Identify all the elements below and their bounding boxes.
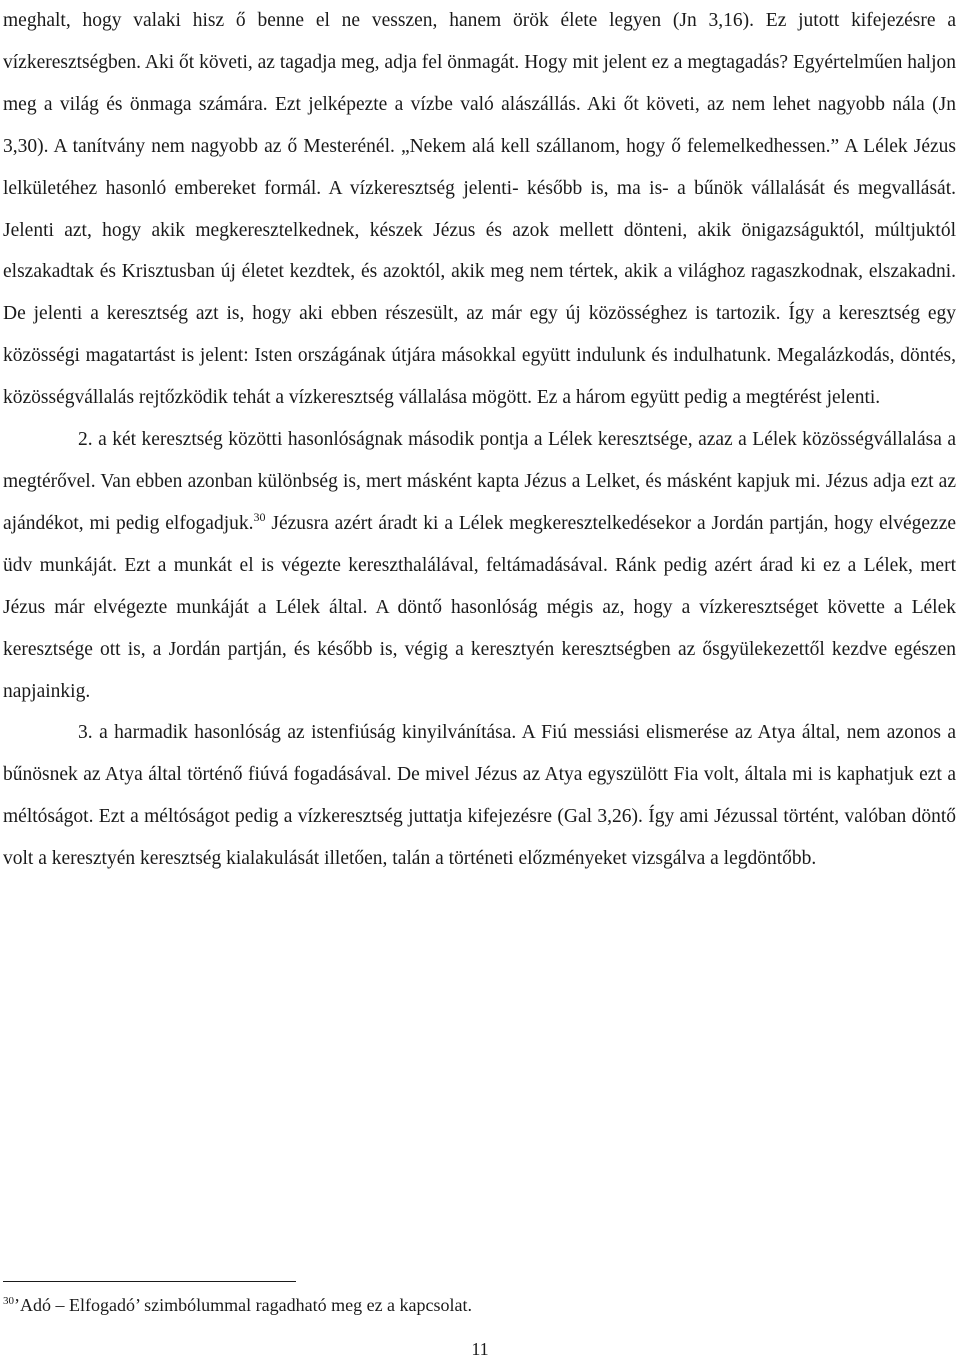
paragraph-3: 3. a harmadik hasonlóság az istenfiúság kinyilvánítása. A Fiú messiási elismerése az Atya által, nem azonos a bűnösnek az Atya által történő fiúvá fogadásával. De mivel Jézus az Atya egyszülött Fia volt, általa mi is kaphatjuk ezt a méltóságot. Ezt a méltóságot pedig a vízkeresztség juttatja kifejezésre (Gal 3,26). Így ami Jézussal történt, valóban döntő volt a keresztyén keresztség kialakulását illetően, talán a történeti előzményeket vizsgálva a legdöntőbb. xyxy=(3,722,956,870)
paragraph-2 xyxy=(3,419,956,712)
paragraph-2-text-b: Jézusra azért áradt ki a Lélek megkeresztelkedésekor a Jordán partján, hogy elvégezze üdv munkáját. Ezt a munkát el is végezte kereszthalálával, feltámadásával. Ránk pedig azért árad ki ez a Lélek, mert Jézus már elvégezte munkáját a Lélek által. A döntő hasonlóság mégis az, hogy a vízkeresztséget követte a Lélek keresztsége ott is, a Jordán partján, és később is, végig a keresztyén keresztségben az ősgyülekezettől kezdve egészen napjainkig. xyxy=(3,512,956,702)
footnote xyxy=(3,1292,943,1318)
footnote-reference: 30 xyxy=(253,509,266,524)
page-number: 11 xyxy=(471,1339,489,1359)
paragraph-2-text-a: 2. a két keresztség közötti hasonlóságnak második pontja a Lélek keresztsége, azaz a Lélek közösségvállalása a megtérővel. Van ebben azonban különbség is, mert másként kapta Jézus a Lelket, és másként kapjuk mi. Jézus adja ezt az ajándékot, mi pedig elfogadjuk. xyxy=(3,429,956,534)
main-text xyxy=(3,0,956,880)
footnote-separator xyxy=(3,1281,296,1282)
footnote-text: ’Adó – Elfogadó’ szimbólummal ragadható meg ez a kapcsolat. xyxy=(14,1295,473,1315)
paragraph-1: meghalt, hogy valaki hisz ő benne el ne vesszen, hanem örök élete legyen (Jn 3,16). Ez jutott kifejezésre a vízkeresztségben. Aki őt követi, az tagadja meg, adja fel önmagát. Hogy mit jelent ez a megtagadás? Egyértelműen haljon meg a világ és önmaga számára. Ezt jelképezte a vízbe való alászállás. Aki őt követi, az nem lehet nagyobb nála (Jn 3,30). A tanítvány nem nagyobb az ő Mesterénél. „Nekem alá kell szállanom, hogy ő felemelkedhessen.” A Lélek Jézus lelkületéhez hasonló embereket formál. A vízkeresztség jelenti- később is, ma is- a bűnök vállalását és megvallását. Jelenti azt, hogy akik megkeresztelkednek, készek Jézus és azok mellett dönteni, akik önigazságuktól, múltjuktól elszakadtak és Krisztusban új életet kezdtek, és azoktól, akik meg nem tértek, akik a világhoz ragaszkodnak, elszakadni. De jelenti a keresztség azt is, hogy aki ebben részesült, az már egy új közösséghez is tartozik. Így a keresztség egy közösségi magatartást is jelent: Isten országának útjára másokkal együtt indulunk és indulhatunk. Megalázkodás, döntés, közösségvállalás rejtőzködik tehát a vízkeresztség vállalása mögött. Ez a három együtt pedig a megtérést jelenti. xyxy=(3,10,956,409)
footnote-number: 30 xyxy=(3,1295,14,1307)
